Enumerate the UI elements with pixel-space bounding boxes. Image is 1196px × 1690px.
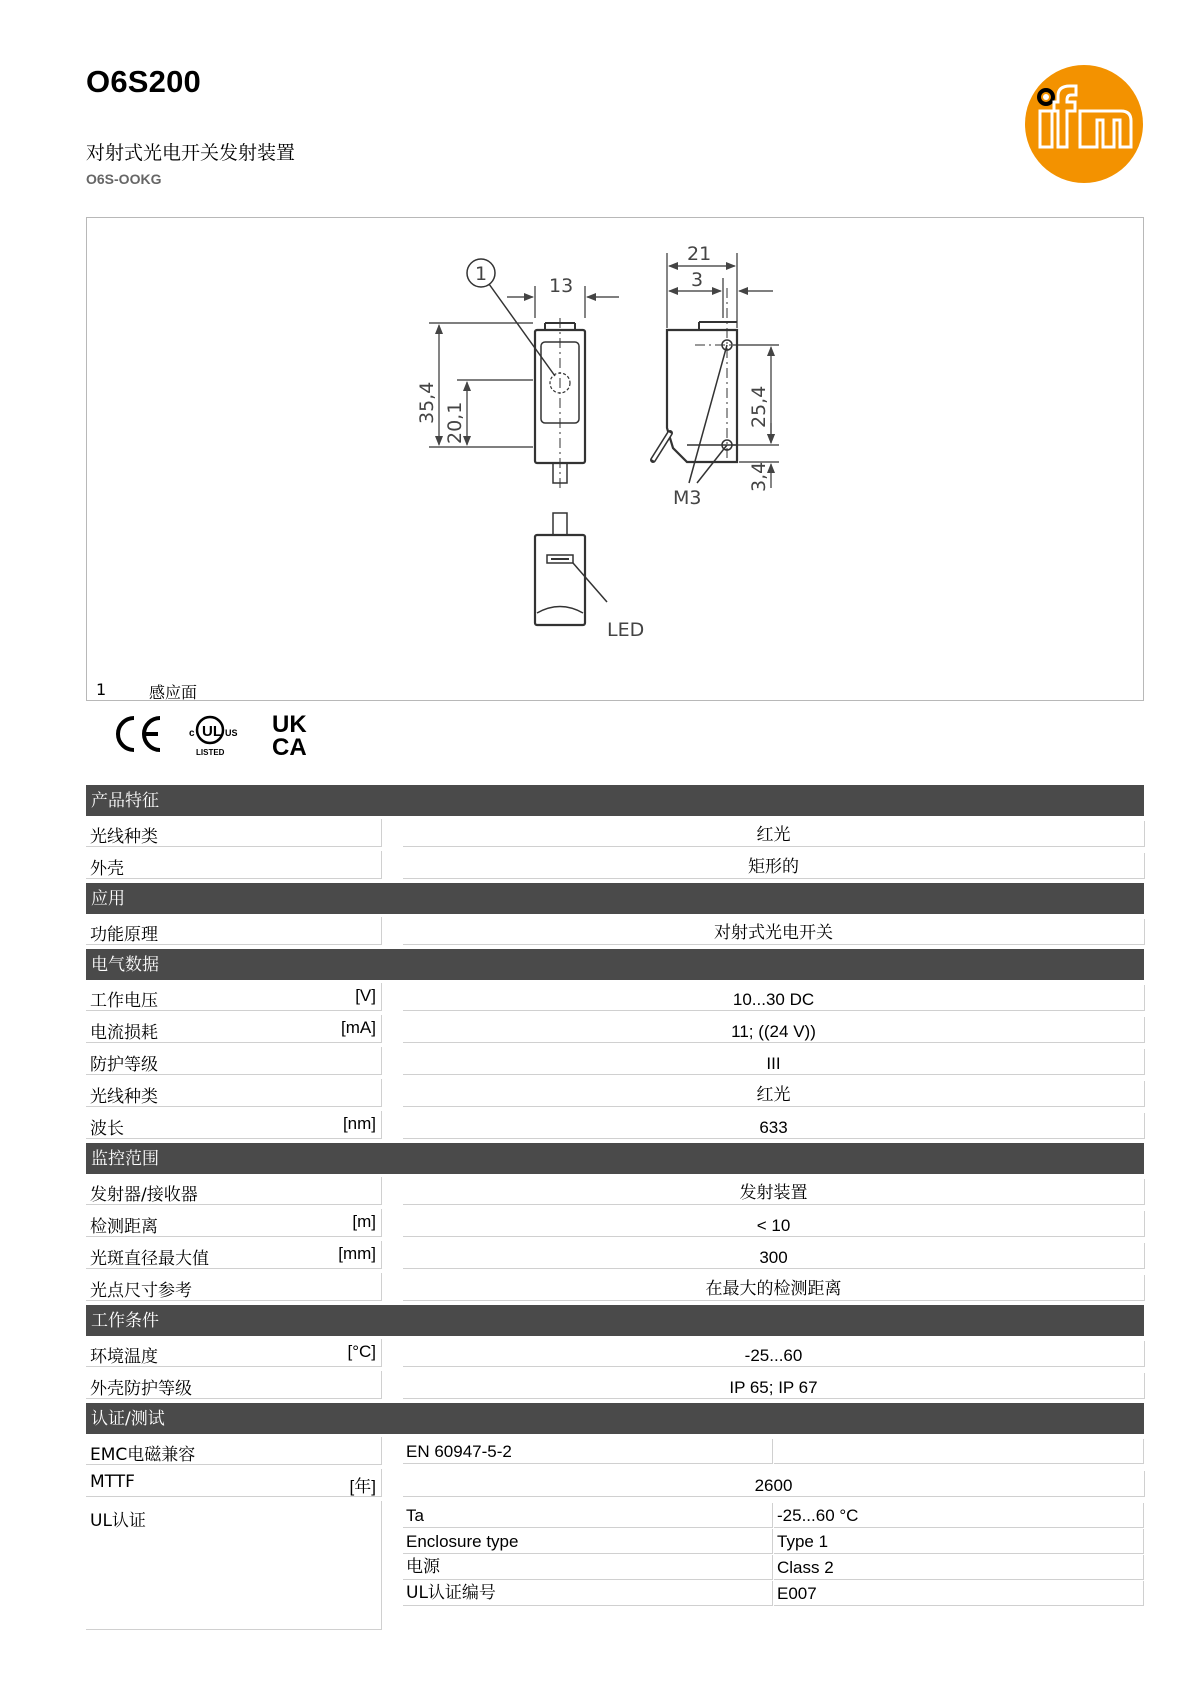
row-value: 红光 bbox=[403, 1081, 1145, 1107]
dim-label-35-4: 35,4 bbox=[416, 381, 438, 424]
table-row bbox=[86, 1047, 1144, 1076]
product-subtitle: 对射式光电开关发射装置 bbox=[86, 142, 296, 164]
table-row bbox=[86, 1273, 1144, 1302]
row-unit: [nm] bbox=[342, 1114, 376, 1133]
row-label: 外壳 bbox=[90, 859, 124, 879]
svg-text:UK: UK bbox=[272, 711, 307, 738]
emc-empty-cell bbox=[774, 1439, 1144, 1464]
legend-text: 感应面 bbox=[149, 683, 198, 702]
row-value: 对射式光电开关 bbox=[403, 919, 1145, 945]
row-unit: [V] bbox=[355, 986, 376, 1005]
row-value: 在最大的检测距离 bbox=[403, 1275, 1145, 1301]
row-label: 波长 bbox=[90, 1119, 124, 1139]
section-header-application: 应用 bbox=[86, 883, 1144, 914]
ul-key: Ta bbox=[403, 1503, 773, 1528]
row-value: IP 65; IP 67 bbox=[403, 1373, 1145, 1399]
row-value: 10...30 DC bbox=[403, 985, 1145, 1011]
drawing-svg bbox=[87, 218, 1145, 702]
row-unit: [°C] bbox=[347, 1342, 376, 1361]
row-value: 633 bbox=[403, 1113, 1145, 1139]
table-row bbox=[86, 1241, 1144, 1270]
row-value: 300 bbox=[403, 1243, 1145, 1269]
row-label: 工作电压 bbox=[90, 991, 158, 1011]
row-label: 光点尺寸参考 bbox=[90, 1281, 192, 1301]
legend-number: 1 bbox=[96, 680, 107, 699]
row-value: 发射装置 bbox=[403, 1179, 1145, 1205]
dim-label-21: 21 bbox=[687, 243, 712, 265]
spec-tables bbox=[86, 785, 1144, 1631]
row-label: 防护等级 bbox=[90, 1055, 158, 1075]
row-label: MTTF bbox=[90, 1472, 135, 1492]
dim-label-25-4: 25,4 bbox=[748, 385, 770, 428]
ul-row bbox=[86, 1555, 1144, 1581]
callout-label: 1 bbox=[475, 263, 488, 285]
ul-value: E007 bbox=[774, 1581, 1144, 1606]
svg-text:CA: CA bbox=[272, 734, 307, 758]
table-row bbox=[86, 1177, 1144, 1206]
table-row bbox=[86, 917, 1144, 946]
table-row bbox=[86, 1371, 1144, 1400]
ul-value: Type 1 bbox=[774, 1529, 1144, 1554]
svg-text:c: c bbox=[189, 728, 195, 739]
ul-key: 电源 bbox=[403, 1555, 773, 1580]
ifm-logo bbox=[1024, 64, 1144, 184]
row-label: 环境温度 bbox=[90, 1347, 158, 1367]
row-value: < 10 bbox=[403, 1211, 1145, 1237]
dim-label-3: 3 bbox=[691, 269, 704, 291]
row-label: 光斑直径最大值 bbox=[90, 1249, 209, 1269]
row-value: 11; ((24 V)) bbox=[403, 1017, 1145, 1043]
ul-value: Class 2 bbox=[774, 1555, 1144, 1580]
table-row bbox=[86, 983, 1144, 1012]
row-value: 红光 bbox=[403, 821, 1145, 847]
ce-mark-icon bbox=[118, 718, 160, 750]
table-row bbox=[86, 1339, 1144, 1368]
product-code: O6S-OOKG bbox=[86, 171, 162, 187]
row-label: 功能原理 bbox=[90, 925, 158, 945]
table-row bbox=[86, 819, 1144, 848]
section-header-monitoring: 监控范围 bbox=[86, 1143, 1144, 1174]
ul-row bbox=[86, 1529, 1144, 1555]
dim-label-3-4: 3,4 bbox=[748, 461, 770, 492]
table-row bbox=[86, 1111, 1144, 1140]
certification-marks bbox=[110, 710, 330, 758]
dim-label-13: 13 bbox=[549, 275, 574, 297]
svg-text:LISTED: LISTED bbox=[196, 748, 225, 757]
section-header-approvals: 认证/测试 bbox=[86, 1403, 1144, 1434]
dimension-drawing bbox=[86, 217, 1144, 701]
m3-label: M3 bbox=[673, 487, 702, 509]
ul-key: UL认证编号 bbox=[403, 1581, 773, 1606]
row-value: III bbox=[403, 1049, 1145, 1075]
row-value: 矩形的 bbox=[403, 853, 1145, 879]
row-value: -25...60 bbox=[403, 1341, 1145, 1367]
dim-label-20-1: 20,1 bbox=[444, 401, 466, 444]
row-label: 发射器/接收器 bbox=[90, 1185, 198, 1205]
row-unit: [年] bbox=[349, 1477, 376, 1496]
row-label: 光线种类 bbox=[90, 1087, 158, 1107]
row-label: 光线种类 bbox=[90, 827, 158, 847]
row-label: 检测距离 bbox=[90, 1217, 158, 1237]
row-unit: [mA] bbox=[341, 1018, 376, 1037]
section-header-electrical: 电气数据 bbox=[86, 949, 1144, 980]
section-header-features: 产品特征 bbox=[86, 785, 1144, 816]
section-header-operating: 工作条件 bbox=[86, 1305, 1144, 1336]
ul-row bbox=[86, 1581, 1144, 1607]
table-row bbox=[86, 1437, 1144, 1466]
table-row bbox=[86, 1469, 1144, 1498]
emc-standard: EN 60947-5-2 bbox=[403, 1439, 773, 1464]
svg-text:US: US bbox=[225, 728, 238, 738]
table-row bbox=[86, 1209, 1144, 1238]
row-label: UL认证 bbox=[90, 1511, 146, 1531]
row-unit: [mm] bbox=[338, 1244, 376, 1263]
ul-row bbox=[86, 1503, 1144, 1529]
ul-key: Enclosure type bbox=[403, 1529, 773, 1554]
ul-value: -25...60 °C bbox=[774, 1503, 1144, 1528]
ukca-mark-icon bbox=[272, 711, 307, 758]
ul-approval-block bbox=[86, 1501, 1144, 1631]
table-row bbox=[86, 1079, 1144, 1108]
row-label: 电流损耗 bbox=[90, 1023, 158, 1043]
row-unit: [m] bbox=[352, 1212, 376, 1231]
row-value: 2600 bbox=[403, 1471, 1145, 1497]
row-label: 外壳防护等级 bbox=[90, 1379, 192, 1399]
table-row bbox=[86, 1015, 1144, 1044]
page-title: O6S200 bbox=[86, 64, 201, 99]
svg-text:UL: UL bbox=[202, 723, 222, 740]
table-row bbox=[86, 851, 1144, 880]
row-label: EMC电磁兼容 bbox=[90, 1445, 196, 1465]
ul-listed-icon bbox=[189, 717, 238, 757]
led-label: LED bbox=[607, 619, 645, 641]
